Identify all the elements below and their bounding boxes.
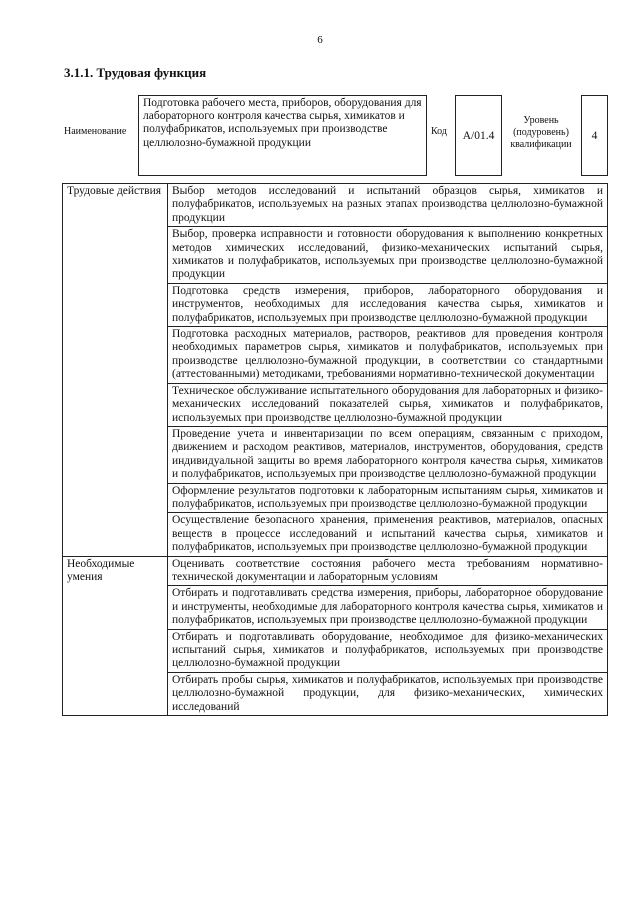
code-box: А/01.4 bbox=[455, 95, 502, 176]
table-row bbox=[63, 556, 608, 586]
function-table bbox=[62, 183, 608, 716]
name-label: Наименование bbox=[64, 126, 127, 137]
row-text: Подготовка средств измерения, приборов, лабораторного оборудования и инструментов, необходимых для исследования качества сырья, химикатов и полуфабрикатов, используемых при производстве целлюлозно-бумажной продукции bbox=[168, 283, 608, 326]
row-text: Выбор, проверка исправности и готовности оборудования к выполнению конкретных методов химических исследований, физико-механических испытаний сырья, химикатов и полуфабрикатов, используемых при производстве целлюлозно-бумажной продукции bbox=[168, 227, 608, 284]
table-row bbox=[63, 184, 608, 227]
row-text: Подготовка расходных материалов, растворов, реактивов для проведения контроля необходимых параметров сырья, химикатов и полуфабрикатов, используемых при производстве целлюлозно-бумажной продукции, в соответствии со стандартными (аттестованными) методиками, требованиями нормативно-технической документации bbox=[168, 327, 608, 384]
code-label: Код bbox=[431, 126, 447, 137]
row-text: Проведение учета и инвентаризации по всем операциям, связанным с приходом, движением и расходом реактивов, материалов, инструментов, оборудования, средств индивидуальной защиты во время лабораторного контроля качества сырья, химикатов и полуфабрикатов, используемых при производстве целлюлозно-бумажной продукции bbox=[168, 426, 608, 483]
row-text: Отбирать и подготавливать оборудование, необходимое для физико-механических испытаний сырья, химикатов и полуфабрикатов, используемых при производстве целлюлозно-бумажной продукции bbox=[168, 629, 608, 672]
level-box: 4 bbox=[581, 95, 608, 176]
row-text: Техническое обслуживание испытательного оборудования для лабораторных и физико-механических исследований показателей сырья, химикатов и полуфабрикатов, используемых при производстве целлюлозно-бумажной продукции bbox=[168, 383, 608, 426]
row-text: Отбирать и подготавливать средства измерения, приборы, лабораторное оборудование и инструменты, необходимые для лабораторного контроля качества сырья, химикатов и полуфабрикатов, используемых при производстве целлюлозно-бумажной продукции bbox=[168, 586, 608, 629]
level-label: Уровень (подуровень) квалификации bbox=[510, 115, 572, 150]
category-cell: Необходимые умения bbox=[63, 556, 168, 715]
function-name-box: Подготовка рабочего места, приборов, оборудования для лабораторного контроля качества сырья, химикатов и полуфабрикатов, используемых при производстве целлюлозно-бумажной продукции bbox=[138, 95, 427, 176]
row-text: Оформление результатов подготовки к лабораторным испытаниям сырья, химикатов и полуфабрикатов, используемых при производстве целлюлозно-бумажной продукции bbox=[168, 483, 608, 513]
category-cell: Трудовые действия bbox=[63, 184, 168, 557]
row-text: Выбор методов исследований и испытаний образцов сырья, химикатов и полуфабрикатов, используемых на разных этапах производства целлюлозно-бумажной продукции bbox=[168, 184, 608, 227]
row-text: Оценивать соответствие состояния рабочего места требованиям нормативно-технической документации и лабораторным условиям bbox=[168, 556, 608, 586]
section-title: 3.1.1. Трудовая функция bbox=[64, 65, 207, 80]
page-number: 6 bbox=[317, 34, 323, 46]
row-text: Осуществление безопасного хранения, применения реактивов, материалов, опасных веществ в процессе исследований и испытаний качества сырья, химикатов и полуфабрикатов, используемых при производстве целлюлозно-бумажной продукции bbox=[168, 513, 608, 556]
row-text: Отбирать пробы сырья, химикатов и полуфабрикатов, используемых при производстве целлюлозно-бумажной продукции, для физико-механических, химических исследований bbox=[168, 672, 608, 715]
